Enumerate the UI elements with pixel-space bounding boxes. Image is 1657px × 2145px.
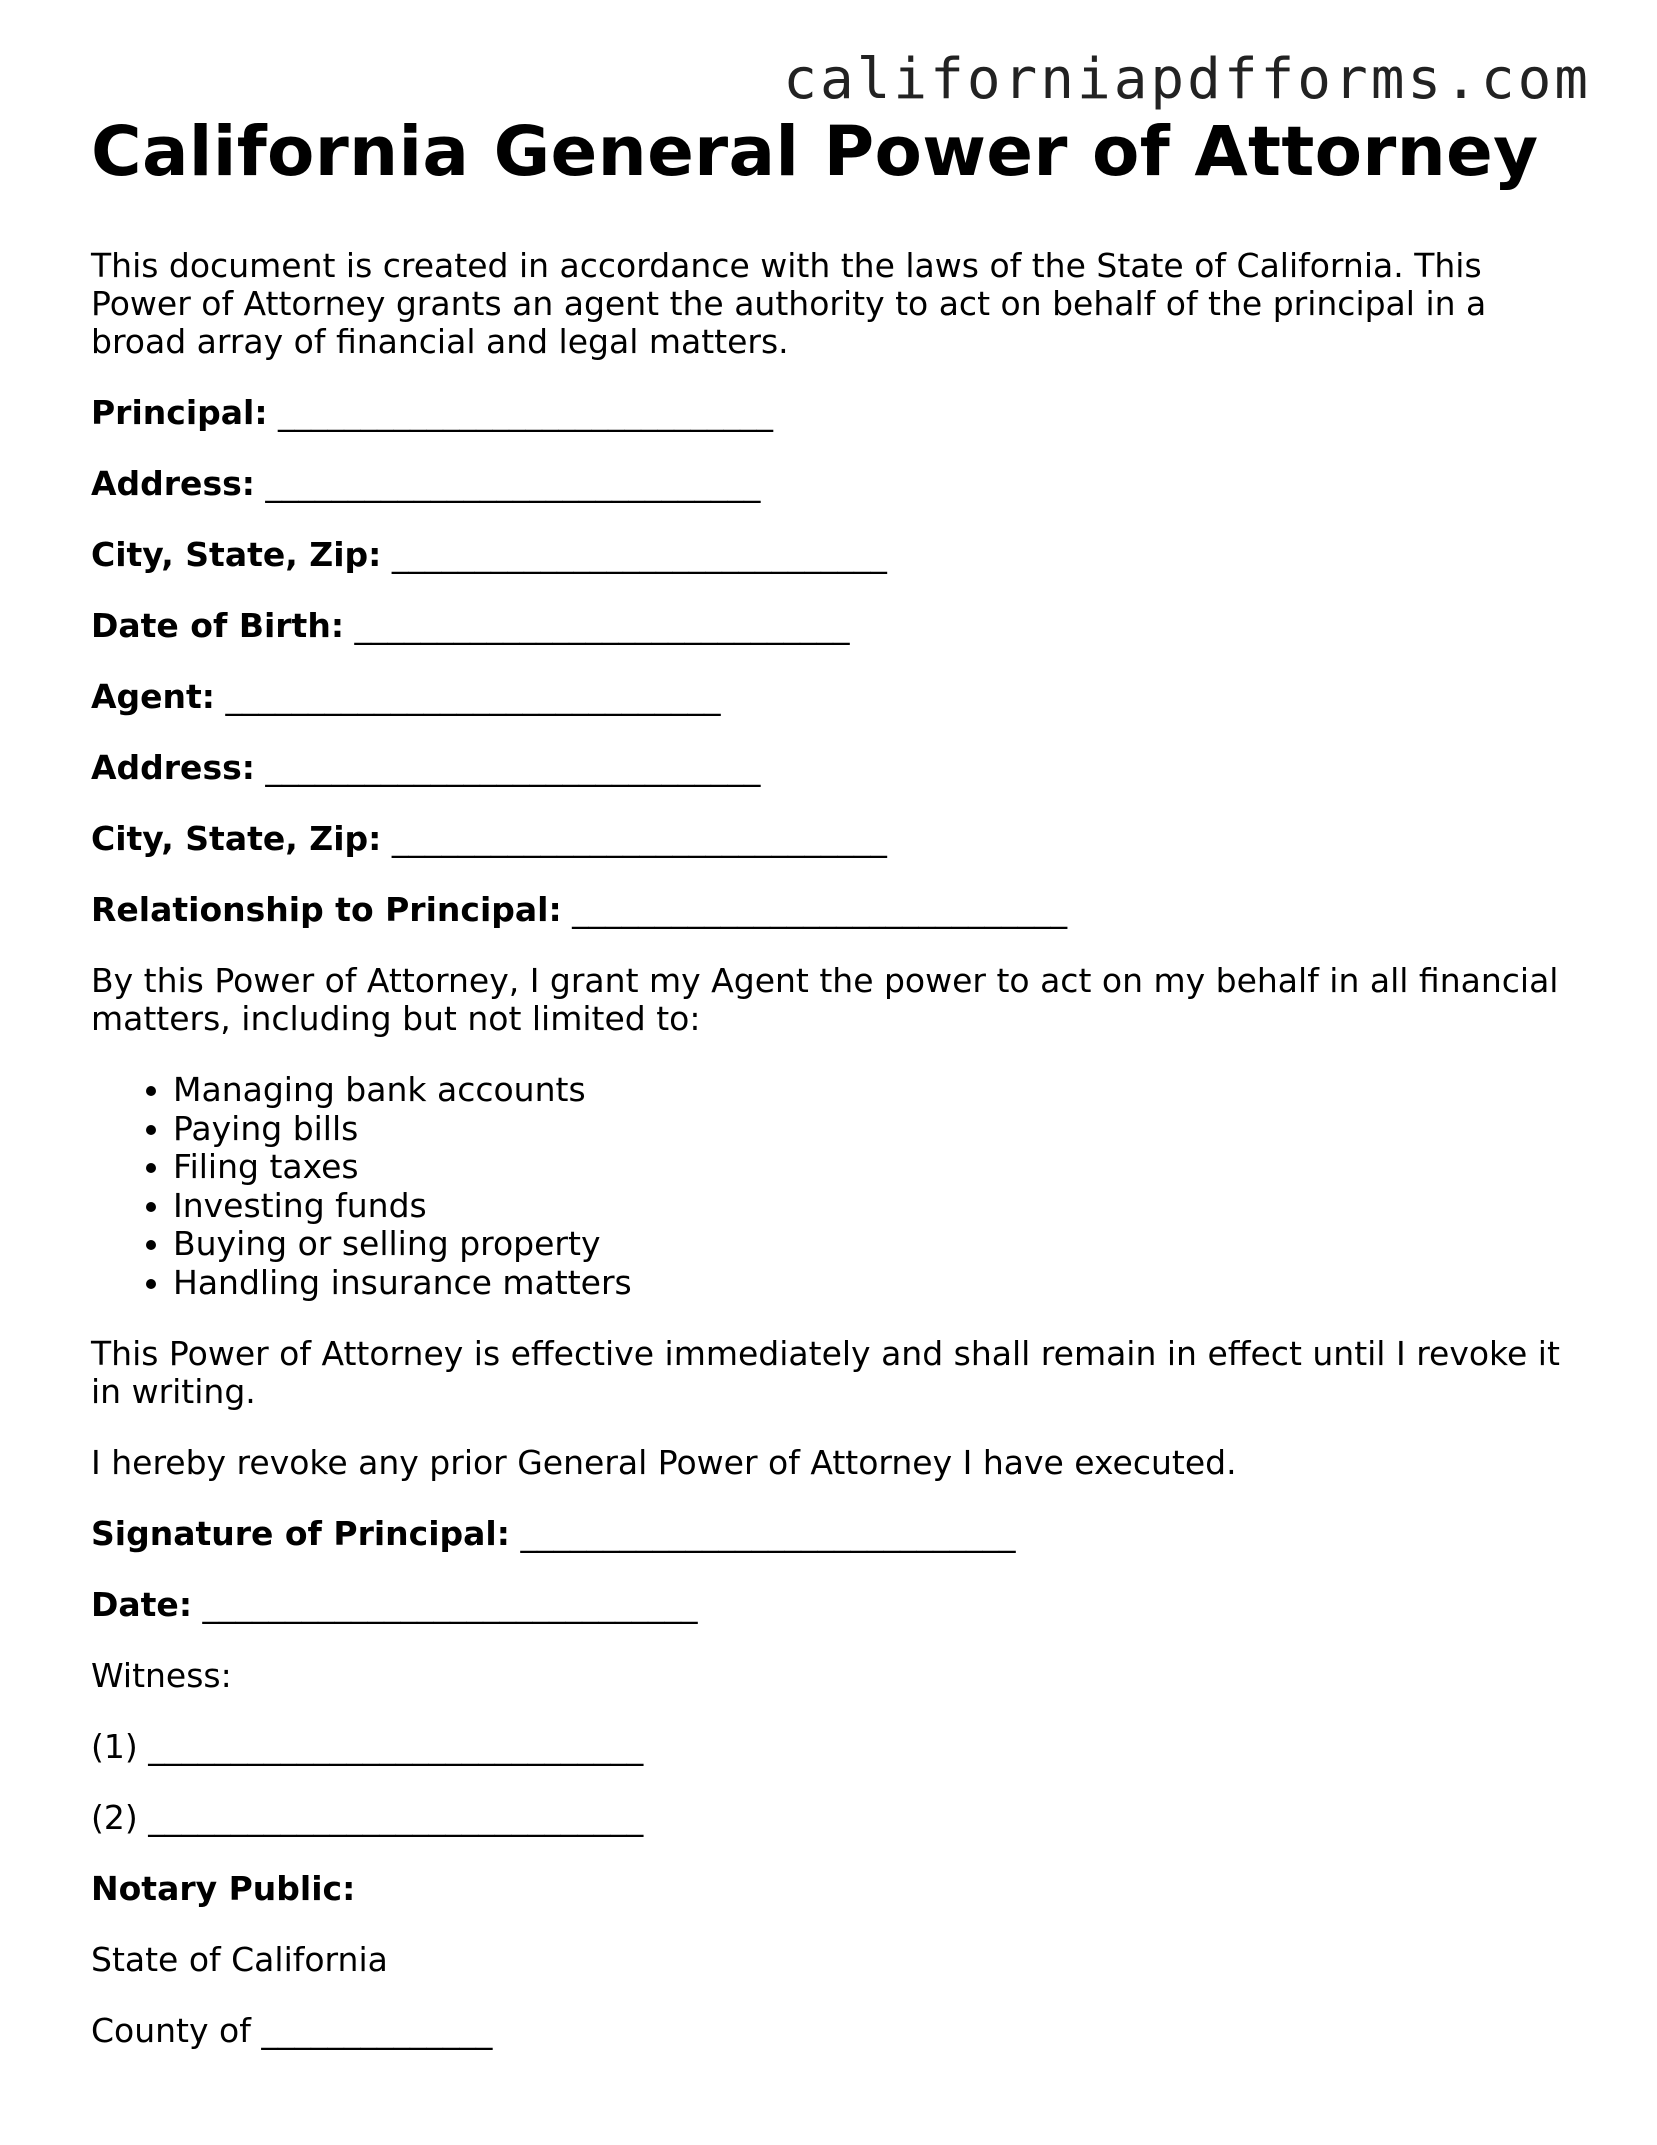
principal-name-blank[interactable]: ______________________________ [278,393,774,433]
principal-name-label: Principal: [91,393,268,433]
list-item: • Managing bank accounts [173,1071,1591,1110]
agent-city-blank[interactable]: ______________________________ [391,819,887,859]
agent-address-field [91,749,1591,787]
date-blank[interactable]: ______________________________ [202,1585,698,1625]
notary-heading: Notary Public: [91,1869,356,1909]
grant-paragraph: By this Power of Attorney, I grant my Agent the power to act on my behalf in all financial matters, including but not limited to: [91,961,1559,1039]
agent-relationship-blank[interactable]: ______________________________ [572,890,1068,930]
county-label: County of [91,2011,251,2051]
witness-1-number: (1) [91,1727,138,1767]
date-label: Date: [91,1585,193,1625]
witness-1-blank[interactable]: ______________________________ [148,1727,644,1767]
intro-paragraph: This document is created in accordance with the laws of the State of California. This Power of Attorney grants an agent the authority to act on behalf of the principal in a broad array of financial and legal matters. [91,246,1487,362]
signature-label: Signature of Principal: [91,1514,510,1554]
powers-list [91,1071,1591,1302]
agent-name-label: Agent: [91,677,216,717]
agent-city-field [91,820,1591,858]
agent-city-label: City, State, Zip: [91,819,382,859]
list-item: • Investing funds [173,1187,1591,1226]
witness-label: Witness: [91,1656,232,1696]
list-item: • Handling insurance matters [173,1264,1591,1303]
date-field [91,1586,1591,1624]
signature-blank[interactable]: ______________________________ [520,1514,1016,1554]
witness-2-number: (2) [91,1798,138,1838]
agent-name-blank[interactable]: ______________________________ [225,677,721,717]
revoke-paragraph: I hereby revoke any prior General Power of Attorney I have executed. [91,1443,1237,1483]
agent-name-field [91,678,1591,716]
witness-1-field [91,1728,1591,1766]
list-item: • Buying or selling property [173,1225,1591,1264]
witness-2-field [91,1799,1591,1837]
page-title: California General Power of Attorney [91,112,1539,192]
principal-city-blank[interactable]: ______________________________ [391,535,887,575]
agent-relationship-field [91,891,1591,929]
principal-city-field [91,536,1591,574]
principal-address-blank[interactable]: ______________________________ [265,464,761,504]
watermark: californiapdfforms.com [783,47,1591,112]
principal-name-field [91,394,1591,432]
agent-address-label: Address: [91,748,255,788]
witness-2-blank[interactable]: ______________________________ [148,1798,644,1838]
document-body [91,112,1591,2050]
principal-dob-label: Date of Birth: [91,606,345,646]
state-text: State of California [91,1940,388,1980]
agent-address-blank[interactable]: ______________________________ [265,748,761,788]
principal-dob-field [91,607,1591,645]
county-field [91,2012,1591,2050]
county-blank[interactable]: ______________ [261,2011,493,2051]
principal-address-label: Address: [91,464,255,504]
effective-paragraph: This Power of Attorney is effective immediately and shall remain in effect until I revoke it in writing. [91,1334,1560,1412]
principal-city-label: City, State, Zip: [91,535,382,575]
list-item: • Paying bills [173,1110,1591,1149]
list-item: • Filing taxes [173,1148,1591,1187]
signature-field [91,1515,1591,1553]
principal-dob-blank[interactable]: ______________________________ [354,606,850,646]
principal-address-field [91,465,1591,503]
agent-relationship-label: Relationship to Principal: [91,890,562,930]
